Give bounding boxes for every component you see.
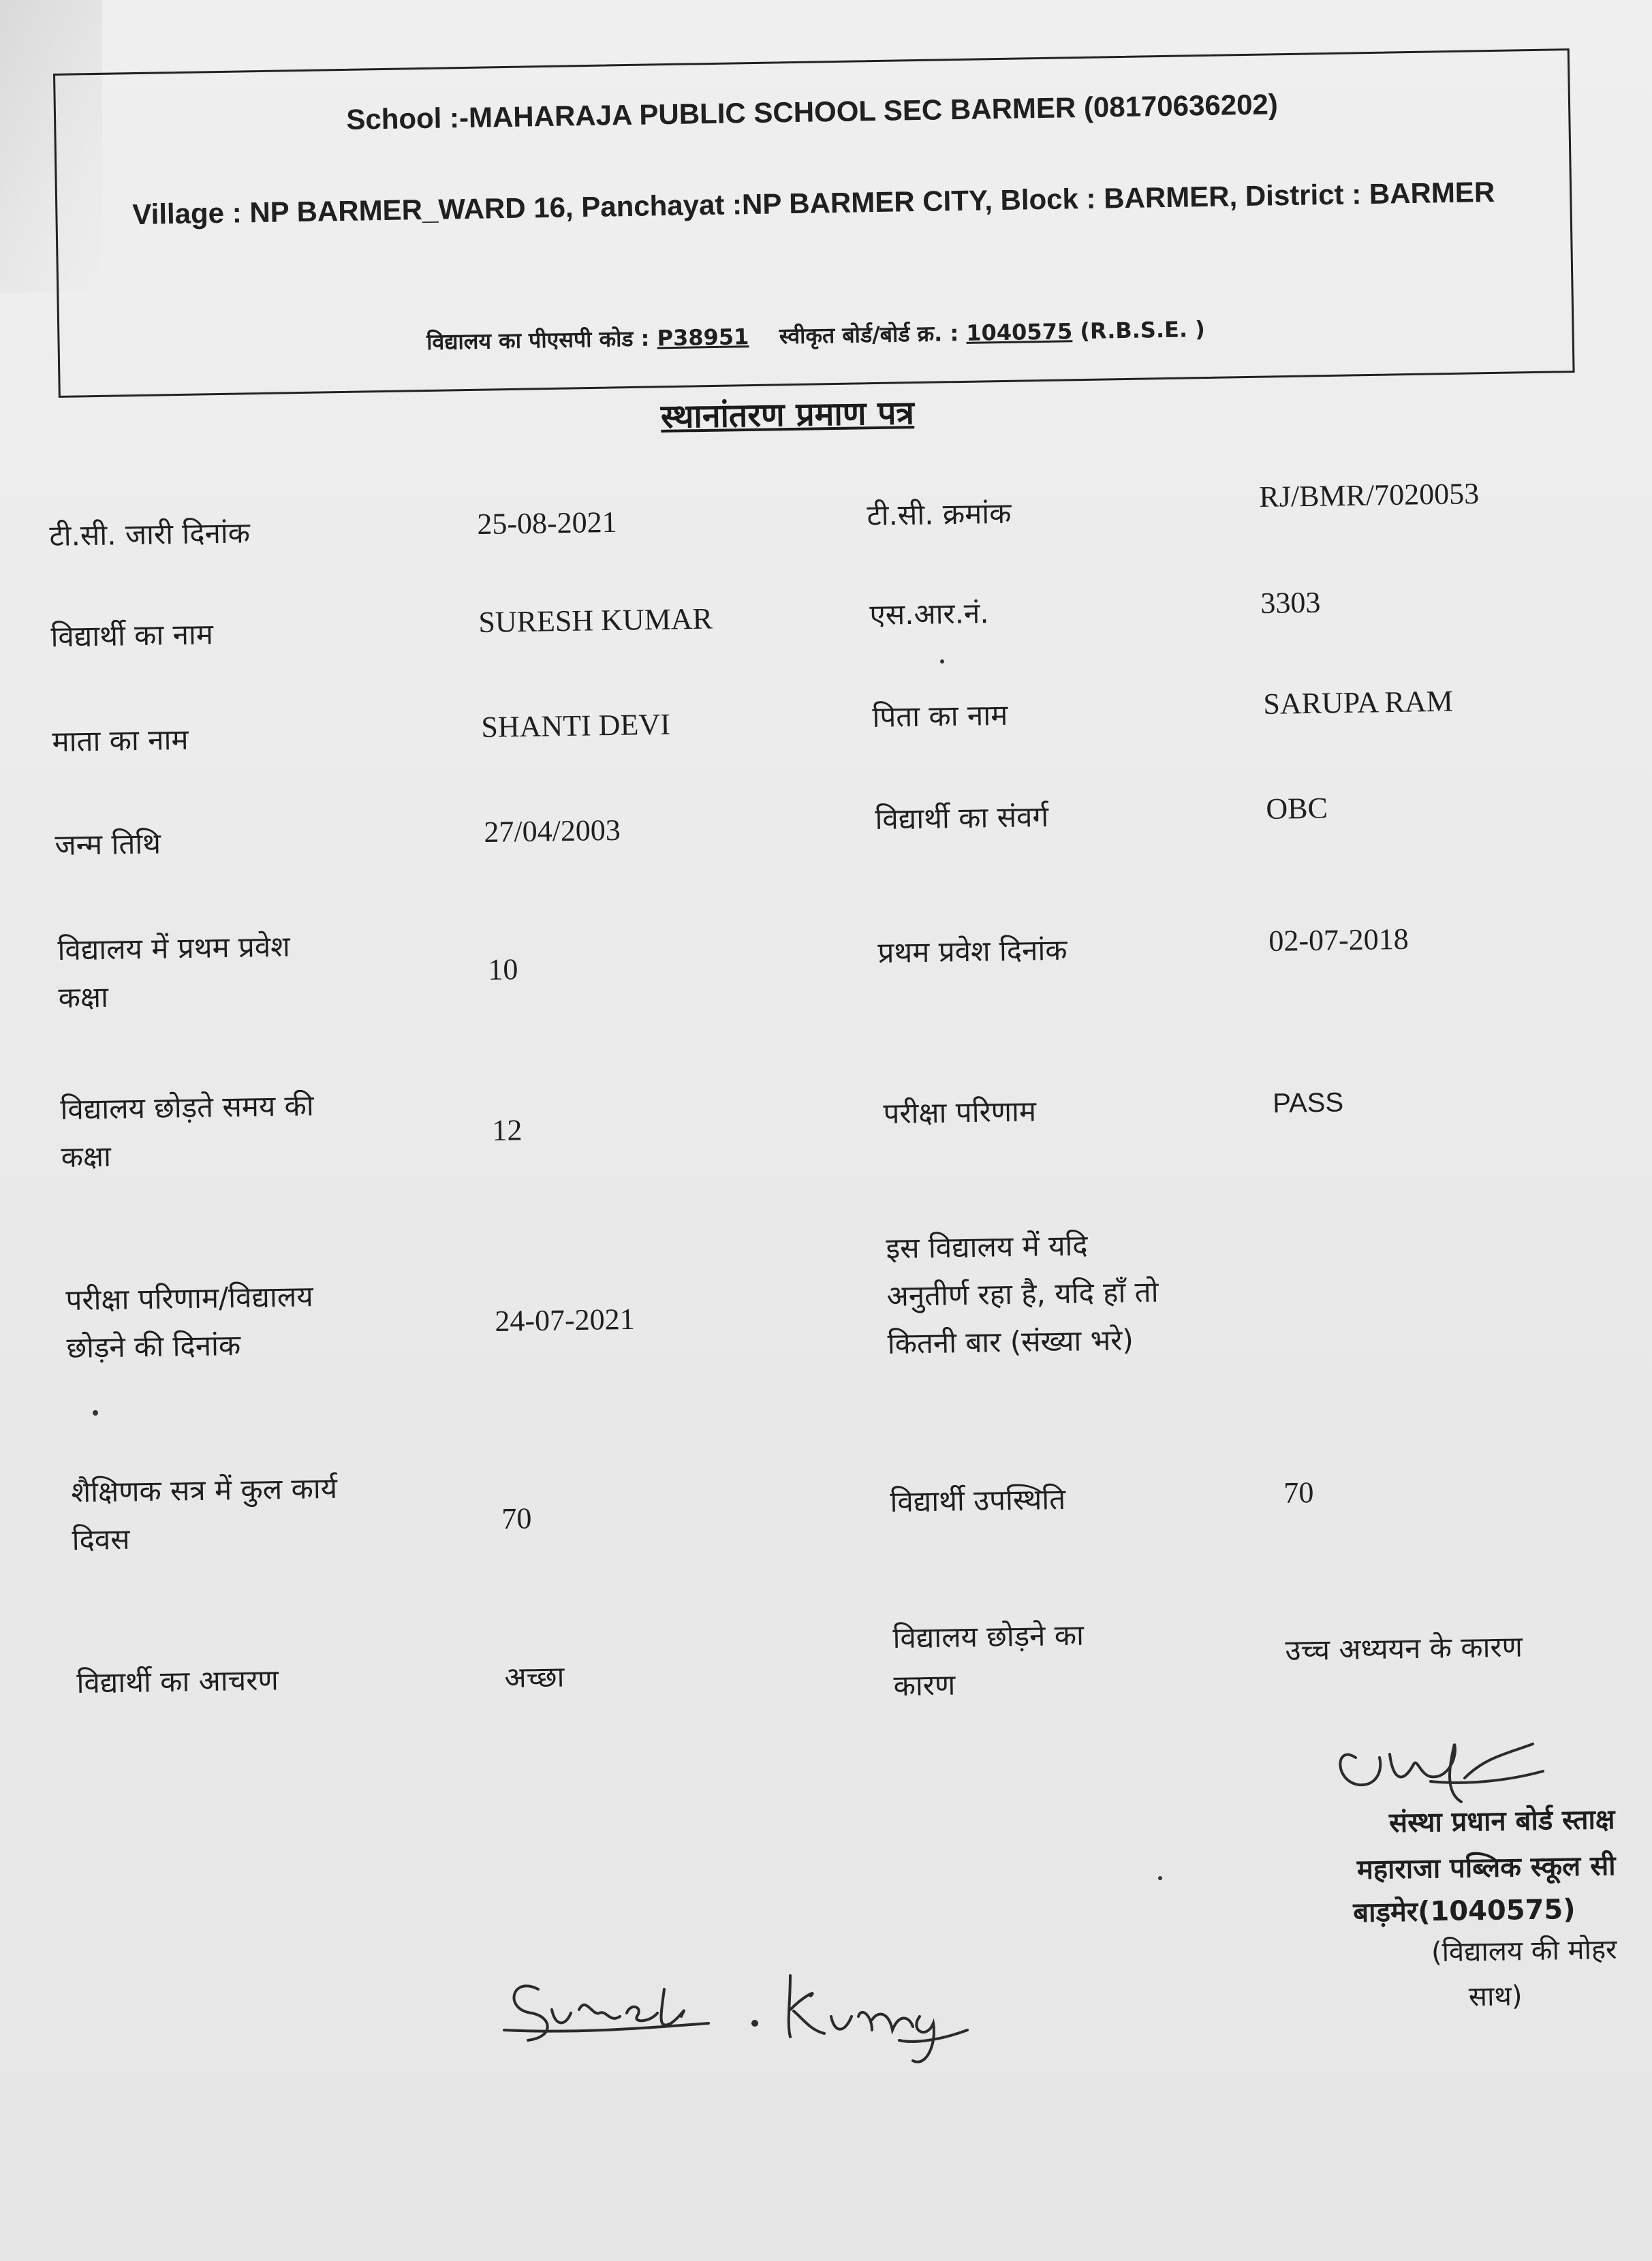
stamp-line3: बाड़मेर(1040575) [1352,1893,1576,1929]
father-name-label: पिता का नाम [872,698,1008,734]
working-days-label [71,1465,339,1564]
first-class-label [57,923,291,1022]
working-days-label-line1: शैक्षिणक सत्र में कुल कार्य [71,1471,338,1509]
first-class-label-line1: विद्यालय में प्रथम प्रवेश [57,929,291,967]
stamp-line4: (विद्यालय की मोहर [1431,1934,1617,1969]
dob-value: 27/04/2003 [484,813,621,849]
board-label: स्वीकृत बोर्ड/बोर्ड क्र. : [779,320,959,349]
first-class-value: 10 [488,952,518,986]
stamp-line2: महाराजा पब्लिक स्कूल सी [1356,1850,1616,1886]
stamp-line1: संस्था प्रधान बोर्ड स्ताक्ष [1388,1804,1615,1839]
scan-speck [1158,1876,1162,1880]
school-address: Village : NP BARMER_WARD 16, Panchayat :NP BARMER CITY, Block : BARMER, District : BARMER [132,175,1495,231]
leave-reason-label-line2: कारण [893,1668,956,1702]
mother-name-value: SHANTI DEVI [481,707,671,744]
student-name-value: SURESH KUMAR [478,602,713,639]
school-stamp [1226,1796,1618,2025]
school-name: School :-MAHARAJA PUBLIC SCHOOL SEC BARMER (08170636202) [345,88,1279,136]
father-name-value: SARUPA RAM [1263,684,1454,721]
first-date-value: 02-07-2018 [1268,922,1409,958]
result-value: PASS [1273,1087,1344,1119]
failed-count-label-line3: कितनी बार (संख्या भरे) [887,1323,1134,1360]
tc-number-label: टी.सी. क्रमांक [867,496,1012,532]
category-value: OBC [1266,791,1328,826]
leave-class-label-line2: कक्षा [61,1139,112,1174]
leave-reason-label-line1: विद्यालय छोड़ने का [892,1618,1085,1655]
result-date-label [65,1273,314,1372]
working-days-label-line2: दिवस [72,1522,130,1557]
tc-date-label: टी.सी. जारी दिनांक [49,516,251,552]
failed-count-label [886,1221,1159,1368]
result-label: परीक्षा परिणाम [883,1094,1037,1130]
sr-number-label: एस.आर.नं. [869,596,989,631]
stamp-line5: साथ) [1468,1980,1523,2013]
first-class-label-line2: कक्षा [58,980,109,1014]
working-days-value: 70 [501,1501,532,1535]
attendance-value: 70 [1283,1476,1314,1510]
board-number: 1040575 [966,318,1073,346]
result-date-value: 24-07-2021 [495,1302,636,1338]
scan-speck [93,1410,98,1416]
leave-class-value: 12 [492,1113,523,1147]
psp-code-label: विद्यालय का पीएसपी कोड : [426,325,650,355]
leave-class-label-line1: विद्यालय छोड़ते समय की [60,1089,315,1126]
attendance-label: विद्यार्थी उपस्थिति [890,1482,1066,1518]
school-codes [59,308,1572,362]
first-date-label: प्रथम प्रवेश दिनांक [877,933,1067,969]
leave-reason-label [892,1612,1085,1710]
dob-label: जन्म तिथि [54,826,161,862]
school-header [53,48,1575,398]
student-signature [490,1948,981,2085]
tc-date-value: 25-08-2021 [477,505,618,541]
sr-number-value: 3303 [1260,585,1321,620]
tc-number-value: RJ/BMR/7020053 [1259,476,1480,514]
mother-name-label: माता का नाम [52,722,189,758]
board-name: (R.B.S.E. ) [1079,316,1206,345]
psp-code: P38951 [657,324,749,352]
student-name-label: विद्यार्थी का नाम [50,617,214,653]
conduct-label: विद्यार्थी का आचरण [76,1663,279,1700]
leave-class-label [60,1082,315,1181]
failed-count-label-line1: इस विद्यालय में यदि [886,1228,1089,1265]
failed-count-label-line2: अनुतीर्ण रहा है, यदि हाँ तो [886,1275,1159,1313]
scan-speck [940,659,944,664]
category-label: विद्यार्थी का संवर्ग [875,800,1049,836]
conduct-value: अच्छा [504,1659,565,1694]
certificate-title: स्थानांतरण प्रमाण पत्र [660,394,915,436]
result-date-label-line1: परीक्षा परिणाम/विद्यालय [65,1279,313,1317]
result-date-label-line2: छोड़ने की दिनांक [66,1328,241,1365]
leave-reason-value: उच्च अध्ययन के कारण [1285,1630,1523,1667]
